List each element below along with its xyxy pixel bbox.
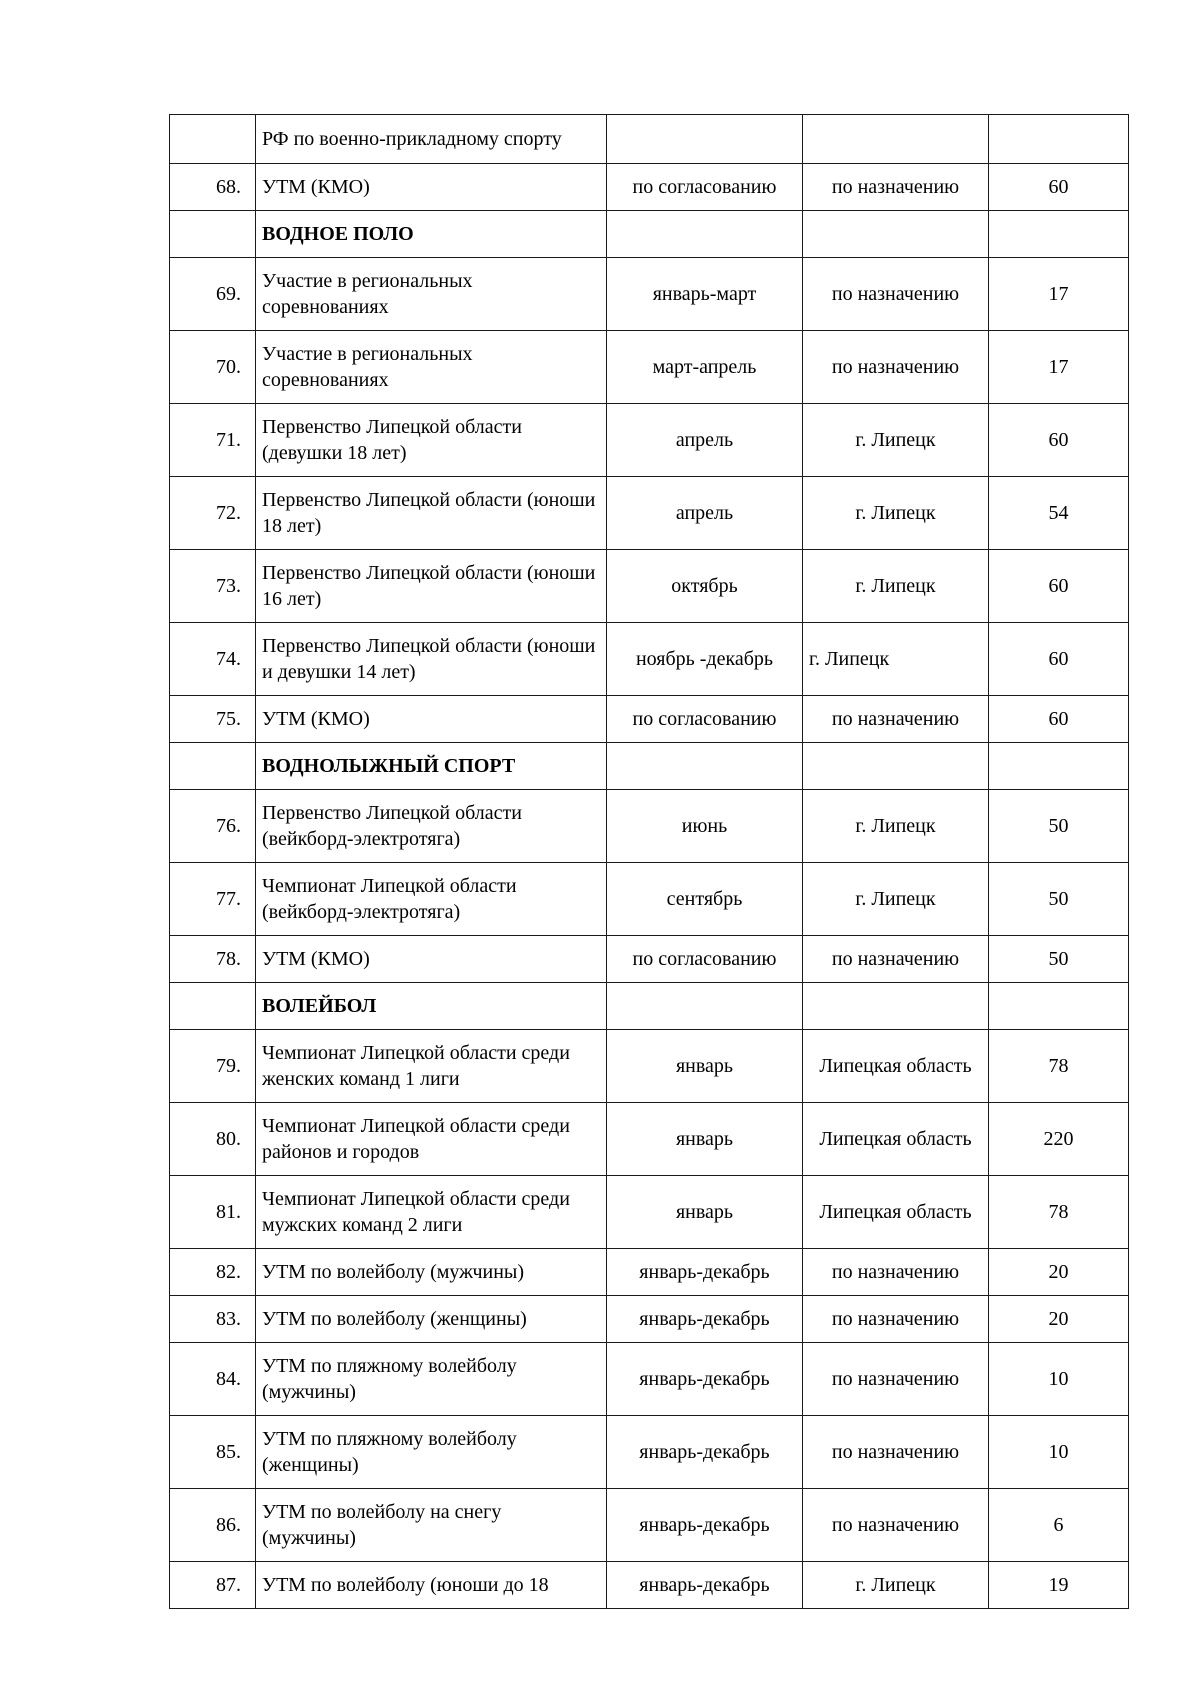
participants-count-cell <box>989 211 1129 258</box>
event-place-cell: по назначению <box>803 1296 989 1343</box>
event-name-cell: УТМ по волейболу (юноши до 18 <box>256 1562 607 1609</box>
row-number-cell: 70. <box>170 331 256 404</box>
event-place-cell: г. Липецк <box>803 1562 989 1609</box>
event-place-cell <box>803 743 989 790</box>
participants-count-cell: 50 <box>989 936 1129 983</box>
row-number-cell <box>170 211 256 258</box>
row-number-cell: 80. <box>170 1103 256 1176</box>
event-name-cell: Чемпионат Липецкой области среди мужских команд 2 лиги <box>256 1176 607 1249</box>
event-place-cell: по назначению <box>803 1416 989 1489</box>
event-date-cell: январь-декабрь <box>607 1489 803 1562</box>
table-row <box>170 477 1129 550</box>
row-number-cell: 82. <box>170 1249 256 1296</box>
row-number-cell: 76. <box>170 790 256 863</box>
event-place-cell <box>803 211 989 258</box>
event-place-cell: Липецкая область <box>803 1103 989 1176</box>
event-place-cell: г. Липецк <box>803 404 989 477</box>
participants-count-cell: 6 <box>989 1489 1129 1562</box>
section-title: ВОДНОЛЫЖНЫЙ СПОРТ <box>256 743 607 790</box>
event-name-cell: Первенство Липецкой области (юноши 18 лет) <box>256 477 607 550</box>
event-name-cell: УТМ по волейболу (мужчины) <box>256 1249 607 1296</box>
row-number-cell: 69. <box>170 258 256 331</box>
event-date-cell: ноябрь -декабрь <box>607 623 803 696</box>
section-header-row <box>170 983 1129 1030</box>
table-row <box>170 1030 1129 1103</box>
event-name-cell: Первенство Липецкой области (юноши и девушки 14 лет) <box>256 623 607 696</box>
event-date-cell <box>607 211 803 258</box>
event-place-cell: по назначению <box>803 936 989 983</box>
participants-count-cell: 19 <box>989 1562 1129 1609</box>
participants-count-cell: 54 <box>989 477 1129 550</box>
table-row <box>170 936 1129 983</box>
participants-count-cell <box>989 983 1129 1030</box>
row-number-cell: 68. <box>170 164 256 211</box>
row-number-cell <box>170 983 256 1030</box>
participants-count-cell: 20 <box>989 1296 1129 1343</box>
events-table <box>169 114 1129 1609</box>
participants-count-cell: 50 <box>989 790 1129 863</box>
event-place-cell: по назначению <box>803 1249 989 1296</box>
event-date-cell: январь-декабрь <box>607 1343 803 1416</box>
table-row <box>170 696 1129 743</box>
table-row <box>170 1489 1129 1562</box>
event-place-cell: г. Липецк <box>803 623 989 696</box>
participants-count-cell: 17 <box>989 331 1129 404</box>
event-name-cell: УТМ по пляжному волейболу (женщины) <box>256 1416 607 1489</box>
events-table-body <box>170 115 1129 1609</box>
event-date-cell: июнь <box>607 790 803 863</box>
event-date-cell: январь <box>607 1176 803 1249</box>
event-place-cell: г. Липецк <box>803 550 989 623</box>
event-place-cell: по назначению <box>803 258 989 331</box>
event-place-cell: по назначению <box>803 1489 989 1562</box>
event-date-cell <box>607 743 803 790</box>
participants-count-cell: 220 <box>989 1103 1129 1176</box>
participants-count-cell <box>989 743 1129 790</box>
event-name-cell: Участие в региональных соревнованиях <box>256 331 607 404</box>
table-row <box>170 115 1129 164</box>
event-date-cell: по согласованию <box>607 164 803 211</box>
event-name-cell: УТМ по волейболу (женщины) <box>256 1296 607 1343</box>
event-name-cell: УТМ по пляжному волейболу (мужчины) <box>256 1343 607 1416</box>
table-row <box>170 1343 1129 1416</box>
event-date-cell: апрель <box>607 404 803 477</box>
row-number-cell <box>170 743 256 790</box>
table-row <box>170 1249 1129 1296</box>
event-place-cell: по назначению <box>803 696 989 743</box>
event-date-cell: январь-март <box>607 258 803 331</box>
row-number-cell: 73. <box>170 550 256 623</box>
participants-count-cell: 10 <box>989 1343 1129 1416</box>
event-name-cell: Первенство Липецкой области (вейкборд-электротяга) <box>256 790 607 863</box>
event-name-cell: Участие в региональных соревнованиях <box>256 258 607 331</box>
event-name-cell: Чемпионат Липецкой области (вейкборд-электротяга) <box>256 863 607 936</box>
row-number-cell: 71. <box>170 404 256 477</box>
event-place-cell <box>803 115 989 164</box>
row-number-cell: 87. <box>170 1562 256 1609</box>
event-date-cell: по согласованию <box>607 696 803 743</box>
table-row <box>170 1416 1129 1489</box>
event-date-cell <box>607 115 803 164</box>
participants-count-cell: 60 <box>989 550 1129 623</box>
participants-count-cell: 78 <box>989 1176 1129 1249</box>
table-row <box>170 1296 1129 1343</box>
row-number-cell: 74. <box>170 623 256 696</box>
table-row <box>170 623 1129 696</box>
event-name-cell: УТМ (КМО) <box>256 936 607 983</box>
event-place-cell: Липецкая область <box>803 1030 989 1103</box>
event-date-cell: январь <box>607 1103 803 1176</box>
event-place-cell: г. Липецк <box>803 477 989 550</box>
event-name-cell: УТМ по волейболу на снегу (мужчины) <box>256 1489 607 1562</box>
event-name-cell: УТМ (КМО) <box>256 164 607 211</box>
event-date-cell: по согласованию <box>607 936 803 983</box>
row-number-cell: 79. <box>170 1030 256 1103</box>
table-row <box>170 258 1129 331</box>
row-number-cell: 75. <box>170 696 256 743</box>
event-name-cell: Чемпионат Липецкой области среди женских команд 1 лиги <box>256 1030 607 1103</box>
table-row <box>170 863 1129 936</box>
event-date-cell: январь-декабрь <box>607 1416 803 1489</box>
event-name-cell: Первенство Липецкой области (юноши 16 лет) <box>256 550 607 623</box>
participants-count-cell: 10 <box>989 1416 1129 1489</box>
row-number-cell: 83. <box>170 1296 256 1343</box>
event-place-cell <box>803 983 989 1030</box>
table-row <box>170 404 1129 477</box>
table-row <box>170 790 1129 863</box>
table-row <box>170 331 1129 404</box>
event-name-cell: Чемпионат Липецкой области среди районов и городов <box>256 1103 607 1176</box>
event-date-cell: январь-декабрь <box>607 1296 803 1343</box>
row-number-cell: 72. <box>170 477 256 550</box>
participants-count-cell: 50 <box>989 863 1129 936</box>
table-row <box>170 1103 1129 1176</box>
event-date-cell <box>607 983 803 1030</box>
table-row <box>170 1176 1129 1249</box>
row-number-cell: 84. <box>170 1343 256 1416</box>
row-number-cell: 77. <box>170 863 256 936</box>
participants-count-cell: 17 <box>989 258 1129 331</box>
row-number-cell: 86. <box>170 1489 256 1562</box>
participants-count-cell: 60 <box>989 404 1129 477</box>
event-date-cell: январь <box>607 1030 803 1103</box>
event-date-cell: октябрь <box>607 550 803 623</box>
event-place-cell: г. Липецк <box>803 790 989 863</box>
participants-count-cell <box>989 115 1129 164</box>
row-number-cell: 78. <box>170 936 256 983</box>
participants-count-cell: 60 <box>989 164 1129 211</box>
event-place-cell: по назначению <box>803 1343 989 1416</box>
event-date-cell: март-апрель <box>607 331 803 404</box>
participants-count-cell: 20 <box>989 1249 1129 1296</box>
event-place-cell: по назначению <box>803 331 989 404</box>
event-date-cell: январь-декабрь <box>607 1249 803 1296</box>
participants-count-cell: 60 <box>989 696 1129 743</box>
table-row <box>170 164 1129 211</box>
event-date-cell: апрель <box>607 477 803 550</box>
participants-count-cell: 60 <box>989 623 1129 696</box>
event-name-cell: Первенство Липецкой области (девушки 18 лет) <box>256 404 607 477</box>
row-number-cell <box>170 115 256 164</box>
event-place-cell: Липецкая область <box>803 1176 989 1249</box>
table-row <box>170 550 1129 623</box>
table-row <box>170 1562 1129 1609</box>
section-title: ВОДНОЕ ПОЛО <box>256 211 607 258</box>
event-place-cell: г. Липецк <box>803 863 989 936</box>
event-date-cell: январь-декабрь <box>607 1562 803 1609</box>
row-number-cell: 81. <box>170 1176 256 1249</box>
row-number-cell: 85. <box>170 1416 256 1489</box>
event-name-cell: РФ по военно-прикладному спорту <box>256 115 607 164</box>
participants-count-cell: 78 <box>989 1030 1129 1103</box>
event-place-cell: по назначению <box>803 164 989 211</box>
section-title: ВОЛЕЙБОЛ <box>256 983 607 1030</box>
event-name-cell: УТМ (КМО) <box>256 696 607 743</box>
event-date-cell: сентябрь <box>607 863 803 936</box>
section-header-row <box>170 743 1129 790</box>
section-header-row <box>170 211 1129 258</box>
